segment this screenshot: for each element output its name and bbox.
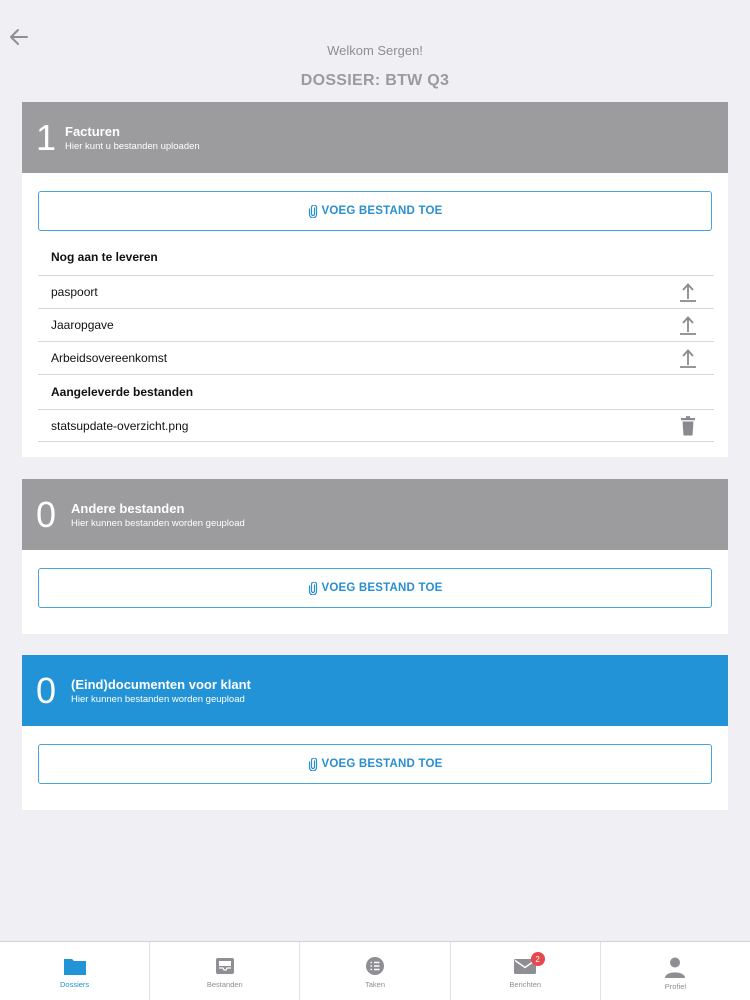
card-andere-bestanden [22,479,728,634]
tab-label: Taken [365,980,386,989]
tab-berichten[interactable] [450,942,600,1000]
inbox-icon [214,956,236,976]
upload-button[interactable] [678,347,698,369]
pending-row [38,275,714,308]
upload-icon [678,347,698,369]
card-title: Facturen [65,124,120,139]
tab-label: Bestanden [206,980,243,989]
card-count: 0 [36,494,57,535]
upload-icon [678,314,698,336]
tab-taken[interactable] [299,942,449,1000]
delivered-row [38,409,714,442]
tab-label: Dossiers [60,980,90,989]
tab-label: Berichten [509,980,542,989]
pending-heading: Nog aan te leveren [51,250,158,264]
add-file-label: VOEG BESTAND TOE [321,758,443,770]
unread-badge: 2 [531,952,545,966]
tab-profiel[interactable] [600,942,750,1000]
add-file-button[interactable] [38,568,712,608]
card-header [22,479,728,550]
card-eind-documenten [22,655,728,810]
add-file-label: VOEG BESTAND TOE [321,205,443,217]
tab-dossiers[interactable] [0,942,149,1000]
pending-file-name: Arbeidsovereenkomst [51,351,168,365]
pending-row [38,341,714,374]
card-facturen [22,102,728,457]
card-subtitle: Hier kunt u bestanden uploaden [65,141,200,152]
add-file-button[interactable] [38,191,712,231]
pending-row [38,308,714,341]
card-subtitle: Hier kunnen bestanden worden geupload [71,518,245,529]
folder-icon [63,956,87,976]
delivered-heading: Aangeleverde bestanden [51,385,194,399]
card-title: (Eind)documenten voor klant [71,677,251,692]
tab-bestanden[interactable] [149,942,299,1000]
pending-file-name: Jaaropgave [51,318,114,332]
welcome-text: Welkom Sergen! [327,43,423,58]
delete-button[interactable] [678,415,698,437]
pending-file-name: paspoort [51,285,98,299]
card-header [22,102,728,173]
tab-bar [0,941,750,1000]
paperclip-icon [308,582,318,595]
paperclip-icon [308,205,318,218]
add-file-button[interactable] [38,744,712,784]
page-title: DOSSIER: BTW Q3 [300,72,450,89]
list-icon [365,956,385,976]
user-icon [664,956,686,978]
upload-icon [678,281,698,303]
paperclip-icon [308,758,318,771]
card-subtitle: Hier kunnen bestanden worden geupload [71,694,245,705]
card-count: 0 [36,670,57,711]
upload-button[interactable] [678,314,698,336]
card-header [22,655,728,726]
card-title: Andere bestanden [71,501,185,516]
delivered-file-name: statsupdate-overzicht.png [51,418,189,433]
delivered-heading-row [38,374,714,409]
tab-label: Profiel [664,982,687,991]
card-count: 1 [36,117,57,158]
add-file-label: VOEG BESTAND TOE [321,582,443,594]
trash-icon [678,415,698,437]
upload-button[interactable] [678,281,698,303]
